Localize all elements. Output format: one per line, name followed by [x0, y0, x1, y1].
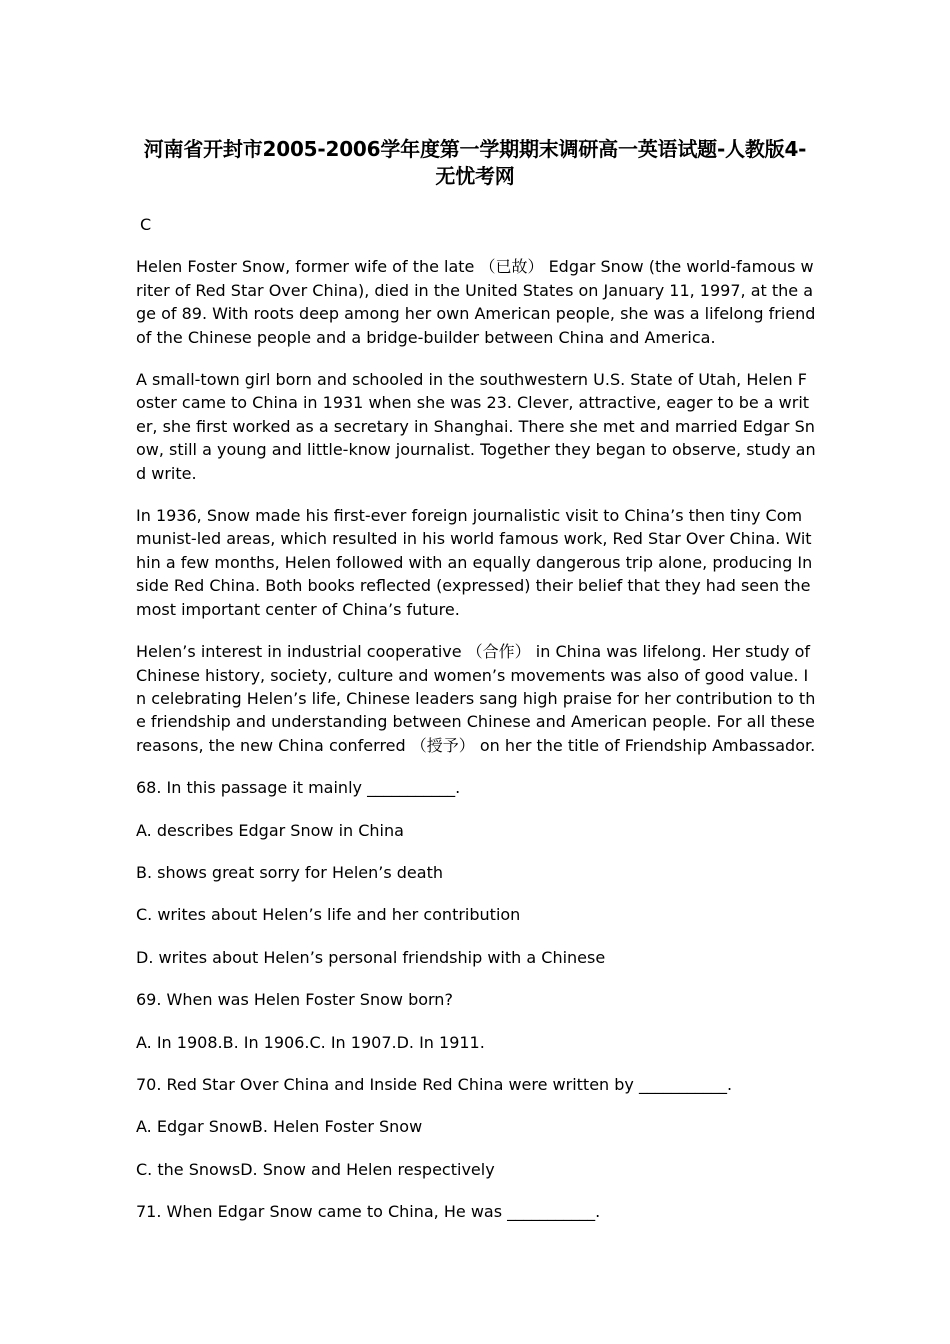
paragraph: In 1936, Snow made his first-ever foreign journalistic visit to China’s then tiny Communist-led areas, which resulted in his world famous work, Red Star Over China. Within a few months, Helen followed with an equally dangerous trip alone, producing Inside Red China. Both books reflected (expressed) their belief that they had seen the most important center of China’s future. [136, 506, 813, 619]
document-body [136, 213, 816, 1243]
question-70: 70. Red Star Over China and Inside Red China were written by ___________. [136, 1074, 733, 1094]
document-title: 河南省开封市2005-2006学年度第一学期期末调研高一英语试题-人教版4-无忧考网 [143, 137, 807, 188]
paragraph: Helen Foster Snow, former wife of the late （已故） Edgar Snow (the world-famous writer of Red Star Over China), died in the United States on January 11, 1997, at the age of 89. With roots deep among her own American people, she was a lifelong friend of the Chinese people and a bridge-builder between China and America. [136, 257, 816, 347]
section-label: C [140, 215, 152, 234]
question-option: A. describes Edgar Snow in China [136, 820, 404, 840]
paragraph: Helen’s interest in industrial cooperative （合作） in China was lifelong. Her study of Chinese history, society, culture and women’s movements was also of good value. In celebrating Helen’s life, Chinese leaders sang high praise for her contribution to the friendship and understanding between Chinese and American people. For all these reasons, the new China conferred （授予） on her the title of Friendship Ambassador. [136, 642, 816, 755]
question-option: C. the SnowsD. Snow and Helen respectively [136, 1159, 495, 1179]
paragraph: A small-town girl born and schooled in the southwestern U.S. State of Utah, Helen Foster came to China in 1931 when she was 23. Clever, attractive, eager to be a writer, she first worked as a secretary in Shanghai. There she met and married Edgar Snow, still a young and little-know journalist. Together they began to observe, study and write. [136, 370, 816, 483]
question-68: 68. In this passage it mainly ___________. [136, 778, 461, 798]
question-option: B. shows great sorry for Helen’s death [136, 862, 443, 882]
question-69: 69. When was Helen Foster Snow born? [136, 990, 453, 1010]
question-option: C. writes about Helen’s life and her contribution [136, 905, 521, 925]
question-option: D. writes about Helen’s personal friendship with a Chinese [136, 947, 606, 967]
question-option: A. In 1908.B. In 1906.C. In 1907.D. In 1911. [136, 1032, 485, 1052]
question-option: A. Edgar SnowB. Helen Foster Snow [136, 1117, 423, 1137]
question-71: 71. When Edgar Snow came to China, He was ___________. [136, 1202, 601, 1222]
